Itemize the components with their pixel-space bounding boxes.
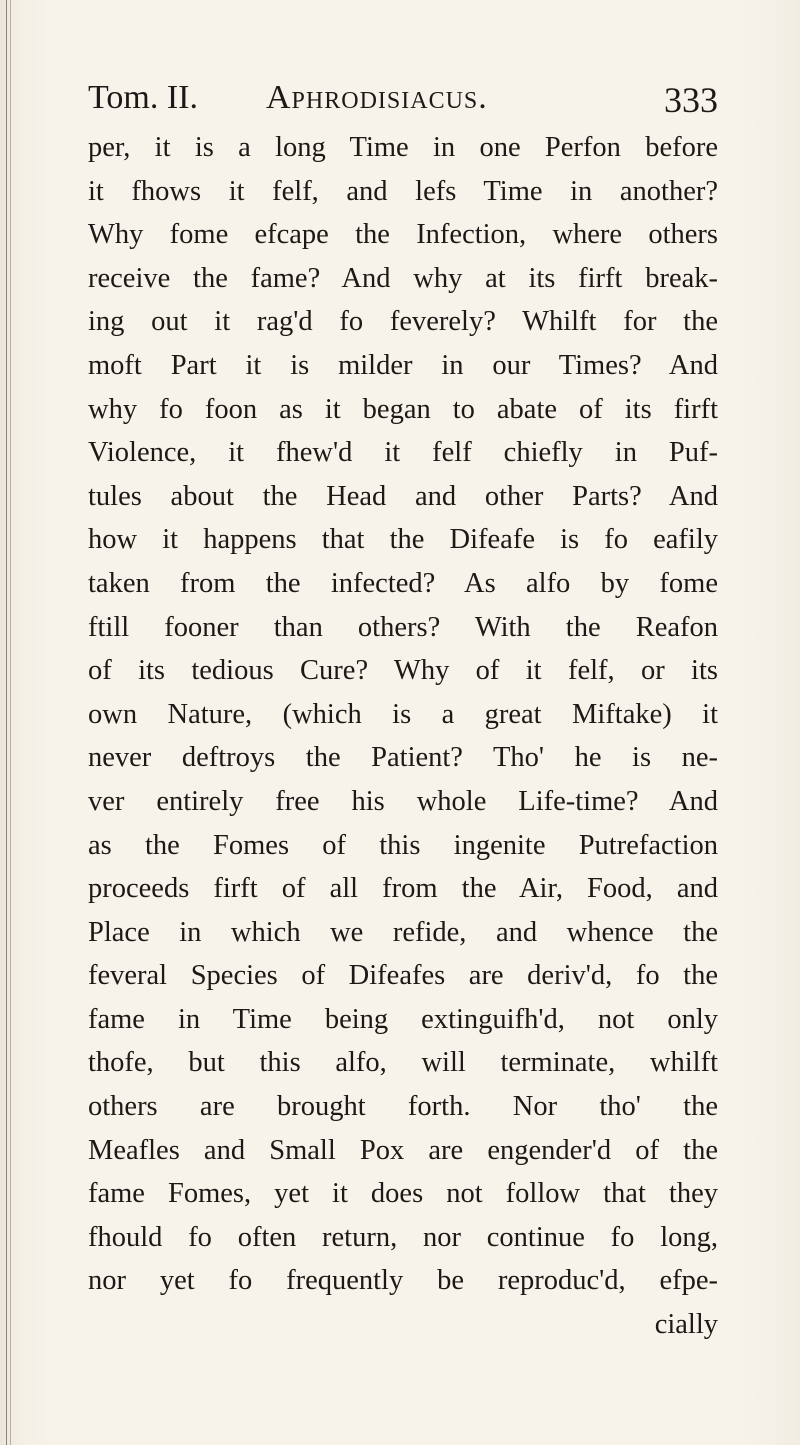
text-line: thofe, but this alfo, will terminate, whilft: [88, 1047, 718, 1079]
text-line: ver entirely free his whole Life-time? And: [88, 785, 718, 817]
text-line: of its tedious Cure? Why of it felf, or its: [88, 655, 718, 687]
text-line: why fo foon as it began to abate of its firft: [88, 393, 718, 425]
text-line: fame Fomes, yet it does not follow that they: [88, 1178, 718, 1210]
text-line: Place in which we refide, and whence the: [88, 916, 718, 948]
binding-edge-shadow: [10, 0, 11, 1445]
text-line: feveral Species of Difeafes are deriv'd, fo the: [88, 960, 718, 992]
text-line: Meafles and Small Pox are engender'd of the: [88, 1134, 718, 1166]
text-line: nor yet fo frequently be reproduc'd, efpe-: [88, 1265, 718, 1297]
page-number: 333: [664, 80, 718, 120]
text-line: never deftroys the Patient? Tho' he is ne-: [88, 742, 718, 774]
text-line: per, it is a long Time in one Perfon before: [88, 132, 718, 163]
text-line: receive the fame? And why at its firft break-: [88, 262, 718, 294]
catchword: cially: [654, 1309, 718, 1341]
text-line: Violence, it fhew'd it felf chiefly in Puf-: [88, 437, 718, 469]
text-line: ftill fooner than others? With the Reafon: [88, 611, 718, 643]
text-line: as the Fomes of this ingenite Putrefaction: [88, 829, 718, 861]
body-text: [88, 126, 718, 1347]
text-line: moft Part it is milder in our Times? And: [88, 349, 718, 381]
text-line: Why fome efcape the Infection, where others: [88, 219, 718, 251]
text-line: taken from the infected? As alfo by fome: [88, 567, 718, 599]
volume-label: Tom. II.: [88, 79, 198, 116]
binding-edge-line: [6, 0, 7, 1445]
text-line: how it happens that the Difeafe is fo eafily: [88, 524, 718, 556]
running-title: Aphrodisiacus.: [266, 79, 488, 116]
text-line: own Nature, (which is a great Miftake) it: [88, 698, 718, 730]
text-line: proceeds firft of all from the Air, Food, and: [88, 873, 718, 905]
text-line: ing out it rag'd fo feverely? Whilft for the: [88, 306, 718, 338]
text-line: it fhows it felf, and lefs Time in another?: [88, 175, 718, 207]
text-line: tules about the Head and other Parts? And: [88, 480, 718, 512]
text-line: fame in Time being extinguifh'd, not only: [88, 1003, 718, 1035]
running-head: [88, 70, 718, 126]
text-line: fhould fo often return, nor continue fo long,: [88, 1221, 718, 1253]
text-line: others are brought forth. Nor tho' the: [88, 1091, 718, 1123]
